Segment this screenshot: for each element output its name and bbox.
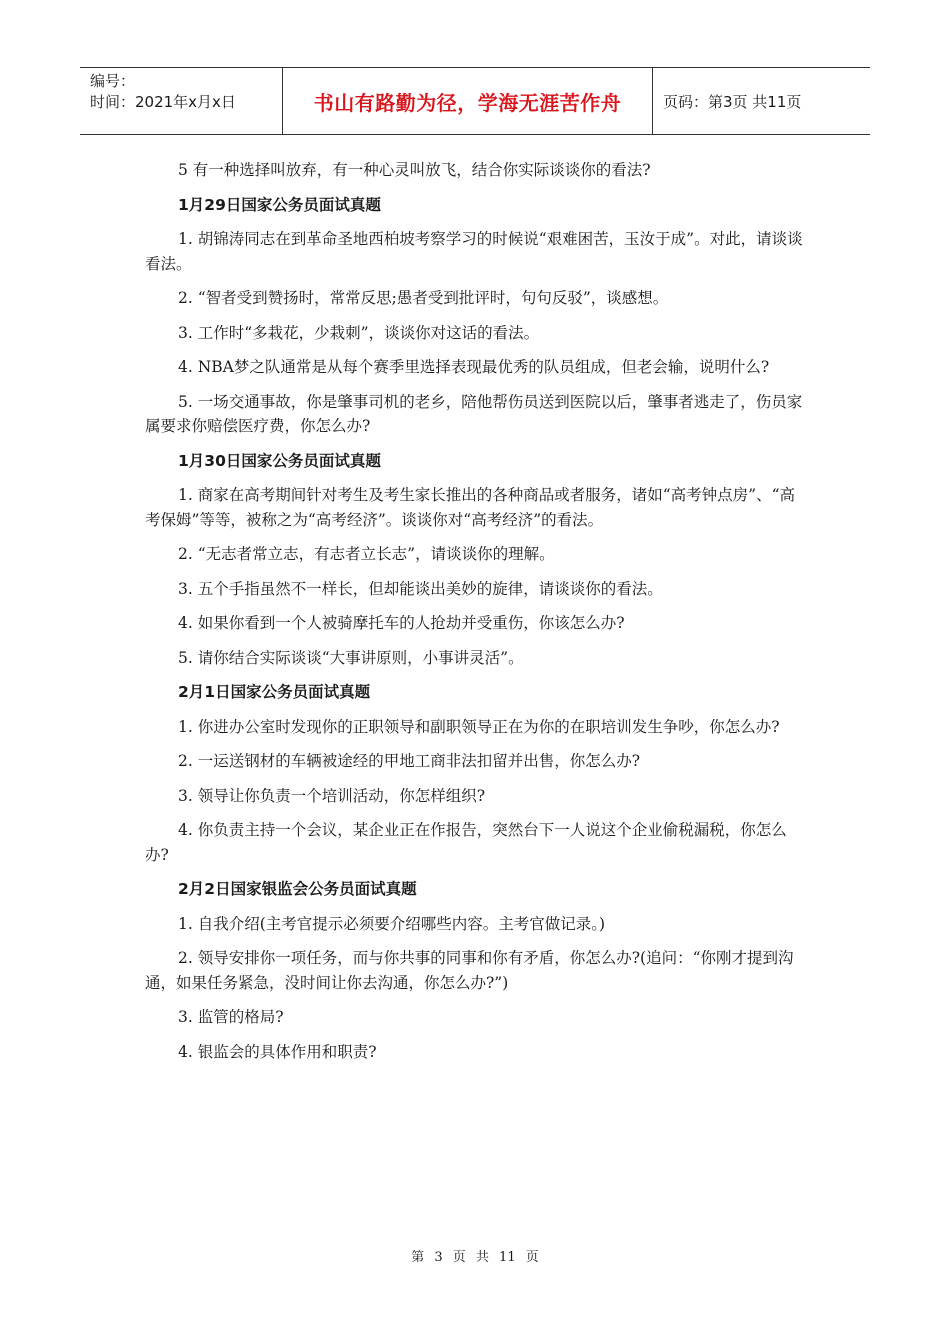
question-paragraph: 5. 请你结合实际谈谈“大事讲原则，小事讲灵活”。	[178, 648, 524, 667]
question-paragraph: 1. 胡锦涛同志在到革命圣地西柏坡考察学习的时候说“艰难困苦，玉汝于成”。对此，请谈谈看法。	[145, 230, 803, 273]
question-paragraph: 5 有一种选择叫放弃，有一种心灵叫放飞，结合你实际谈谈你的看法?	[178, 161, 651, 179]
section-heading: 1月29日国家公务员面试真题	[178, 195, 381, 214]
question-paragraph: 4. 如果你看到一个人被骑摩托车的人抢劫并受重伤，你该怎么办?	[178, 614, 625, 632]
page-label: 页码：第3页 共11页	[663, 92, 802, 111]
document-body	[145, 158, 810, 1074]
motto-text: 书山有路勤为径，学海无涯苦作舟	[313, 90, 622, 115]
number-label: 编号：	[90, 72, 136, 90]
section-heading: 1月30日国家公务员面试真题	[178, 451, 381, 470]
question-paragraph: 3. 工作时“多栽花，少栽刺”，谈谈你对这话的看法。	[178, 323, 540, 342]
question-paragraph: 4. 你负责主持一个会议，某企业正在作报告，突然台下一人说这个企业偷税漏税，你怎么办?	[145, 821, 787, 864]
section-heading: 2月1日国家公务员面试真题	[178, 683, 371, 701]
question-paragraph: 3. 领导让你负责一个培训活动，你怎样组织?	[178, 786, 486, 805]
question-paragraph: 2. “智者受到赞扬时，常常反思;愚者受到批评时，句句反驳”，谈感想。	[178, 289, 669, 307]
page-header	[80, 67, 870, 135]
question-paragraph: 1. 商家在高考期间针对考生及考生家长推出的各种商品或者服务，诸如“高考钟点房”、“高考保姆”等等，被称之为“高考经济”。谈谈你对“高考经济”的看法。	[145, 486, 795, 529]
header-meta	[80, 68, 283, 134]
section-heading: 2月2日国家银监会公务员面试真题	[178, 880, 417, 898]
time-label: 时间：2021年x月x日	[90, 93, 236, 111]
question-paragraph: 2. “无志者常立志，有志者立长志”，请谈谈你的理解。	[178, 545, 555, 563]
question-paragraph: 3. 五个手指虽然不一样长，但却能谈出美妙的旋律，请谈谈你的看法。	[178, 579, 663, 598]
page-footer: 第 3 页 共 11 页	[411, 1250, 539, 1265]
header-page-info	[653, 68, 870, 134]
question-paragraph: 1. 你进办公室时发现你的正职领导和副职领导正在为你的在职培训发生争吵，你怎么办?	[178, 717, 780, 736]
question-paragraph: 4. NBA梦之队通常是从每个赛季里选择表现最优秀的队员组成，但老会输，说明什么?	[178, 358, 770, 376]
question-paragraph: 2. 领导安排你一项任务，而与你共事的同事和你有矛盾，你怎么办?(追问：“你刚才提到沟通，如果任务紧急，没时间让你去沟通，你怎么办?”)	[145, 949, 794, 992]
question-paragraph: 2. 一运送钢材的车辆被途经的甲地工商非法扣留并出售，你怎么办?	[178, 752, 641, 770]
question-paragraph: 3. 监管的格局?	[178, 1008, 284, 1026]
question-paragraph: 5. 一场交通事故，你是肇事司机的老乡，陪他帮伤员送到医院以后，肇事者逃走了，伤员家属要求你赔偿医疗费，你怎么办?	[145, 392, 803, 435]
question-paragraph: 4. 银监会的具体作用和职责?	[178, 1042, 377, 1061]
header-motto	[283, 68, 653, 134]
question-paragraph: 1. 自我介绍(主考官提示必须要介绍哪些内容。主考官做记录。)	[178, 914, 606, 933]
